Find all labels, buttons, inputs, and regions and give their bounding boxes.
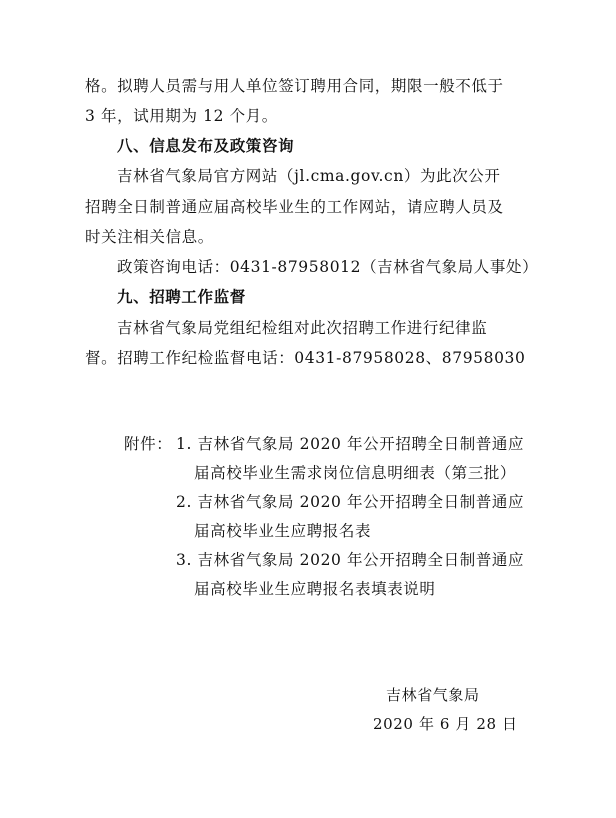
- section8-paragraph-line3: 时关注相关信息。: [85, 228, 214, 246]
- attachment-item-2-line1: 2. 吉林省气象局 2020 年公开招聘全日制普通应: [176, 493, 525, 511]
- attachment-item-1-line1: 1. 吉林省气象局 2020 年公开招聘全日制普通应: [176, 435, 525, 453]
- attachment-item-3-line2: 届高校毕业生应聘报名表填表说明: [194, 580, 436, 598]
- section8-paragraph-line2: 招聘全日制普通应届高校毕业生的工作网站，请应聘人员及: [85, 198, 504, 216]
- section8-paragraph-line1: 吉林省气象局官方网站（jl.cma.gov.cn）为此次公开: [117, 167, 501, 185]
- attachment-item-2-line2: 届高校毕业生应聘报名表: [194, 522, 372, 540]
- section9-paragraph-line2: 督。招聘工作纪检监督电话：0431-87958028、87958030: [85, 349, 526, 367]
- signature-organization: 吉林省气象局: [386, 686, 480, 704]
- policy-contact-phone: 政策咨询电话：0431-87958012（吉林省气象局人事处）: [117, 258, 539, 276]
- section7-tail-line2: 3 年，试用期为 12 个月。: [85, 107, 278, 125]
- section9-heading: 九、招聘工作监督: [117, 288, 246, 306]
- section7-tail-line1: 格。拟聘人员需与用人单位签订聘用合同，期限一般不低于: [85, 77, 504, 95]
- attachment-item-1-line2: 届高校毕业生需求岗位信息明细表（第三批）: [194, 464, 517, 482]
- section8-heading: 八、信息发布及政策咨询: [117, 137, 295, 155]
- attachments-label: 附件：: [124, 435, 173, 453]
- section9-paragraph-line1: 吉林省气象局党组纪检组对此次招聘工作进行纪律监: [117, 319, 488, 337]
- signature-date: 2020 年 6 月 28 日: [373, 715, 518, 733]
- attachment-item-3-line1: 3. 吉林省气象局 2020 年公开招聘全日制普通应: [176, 551, 525, 569]
